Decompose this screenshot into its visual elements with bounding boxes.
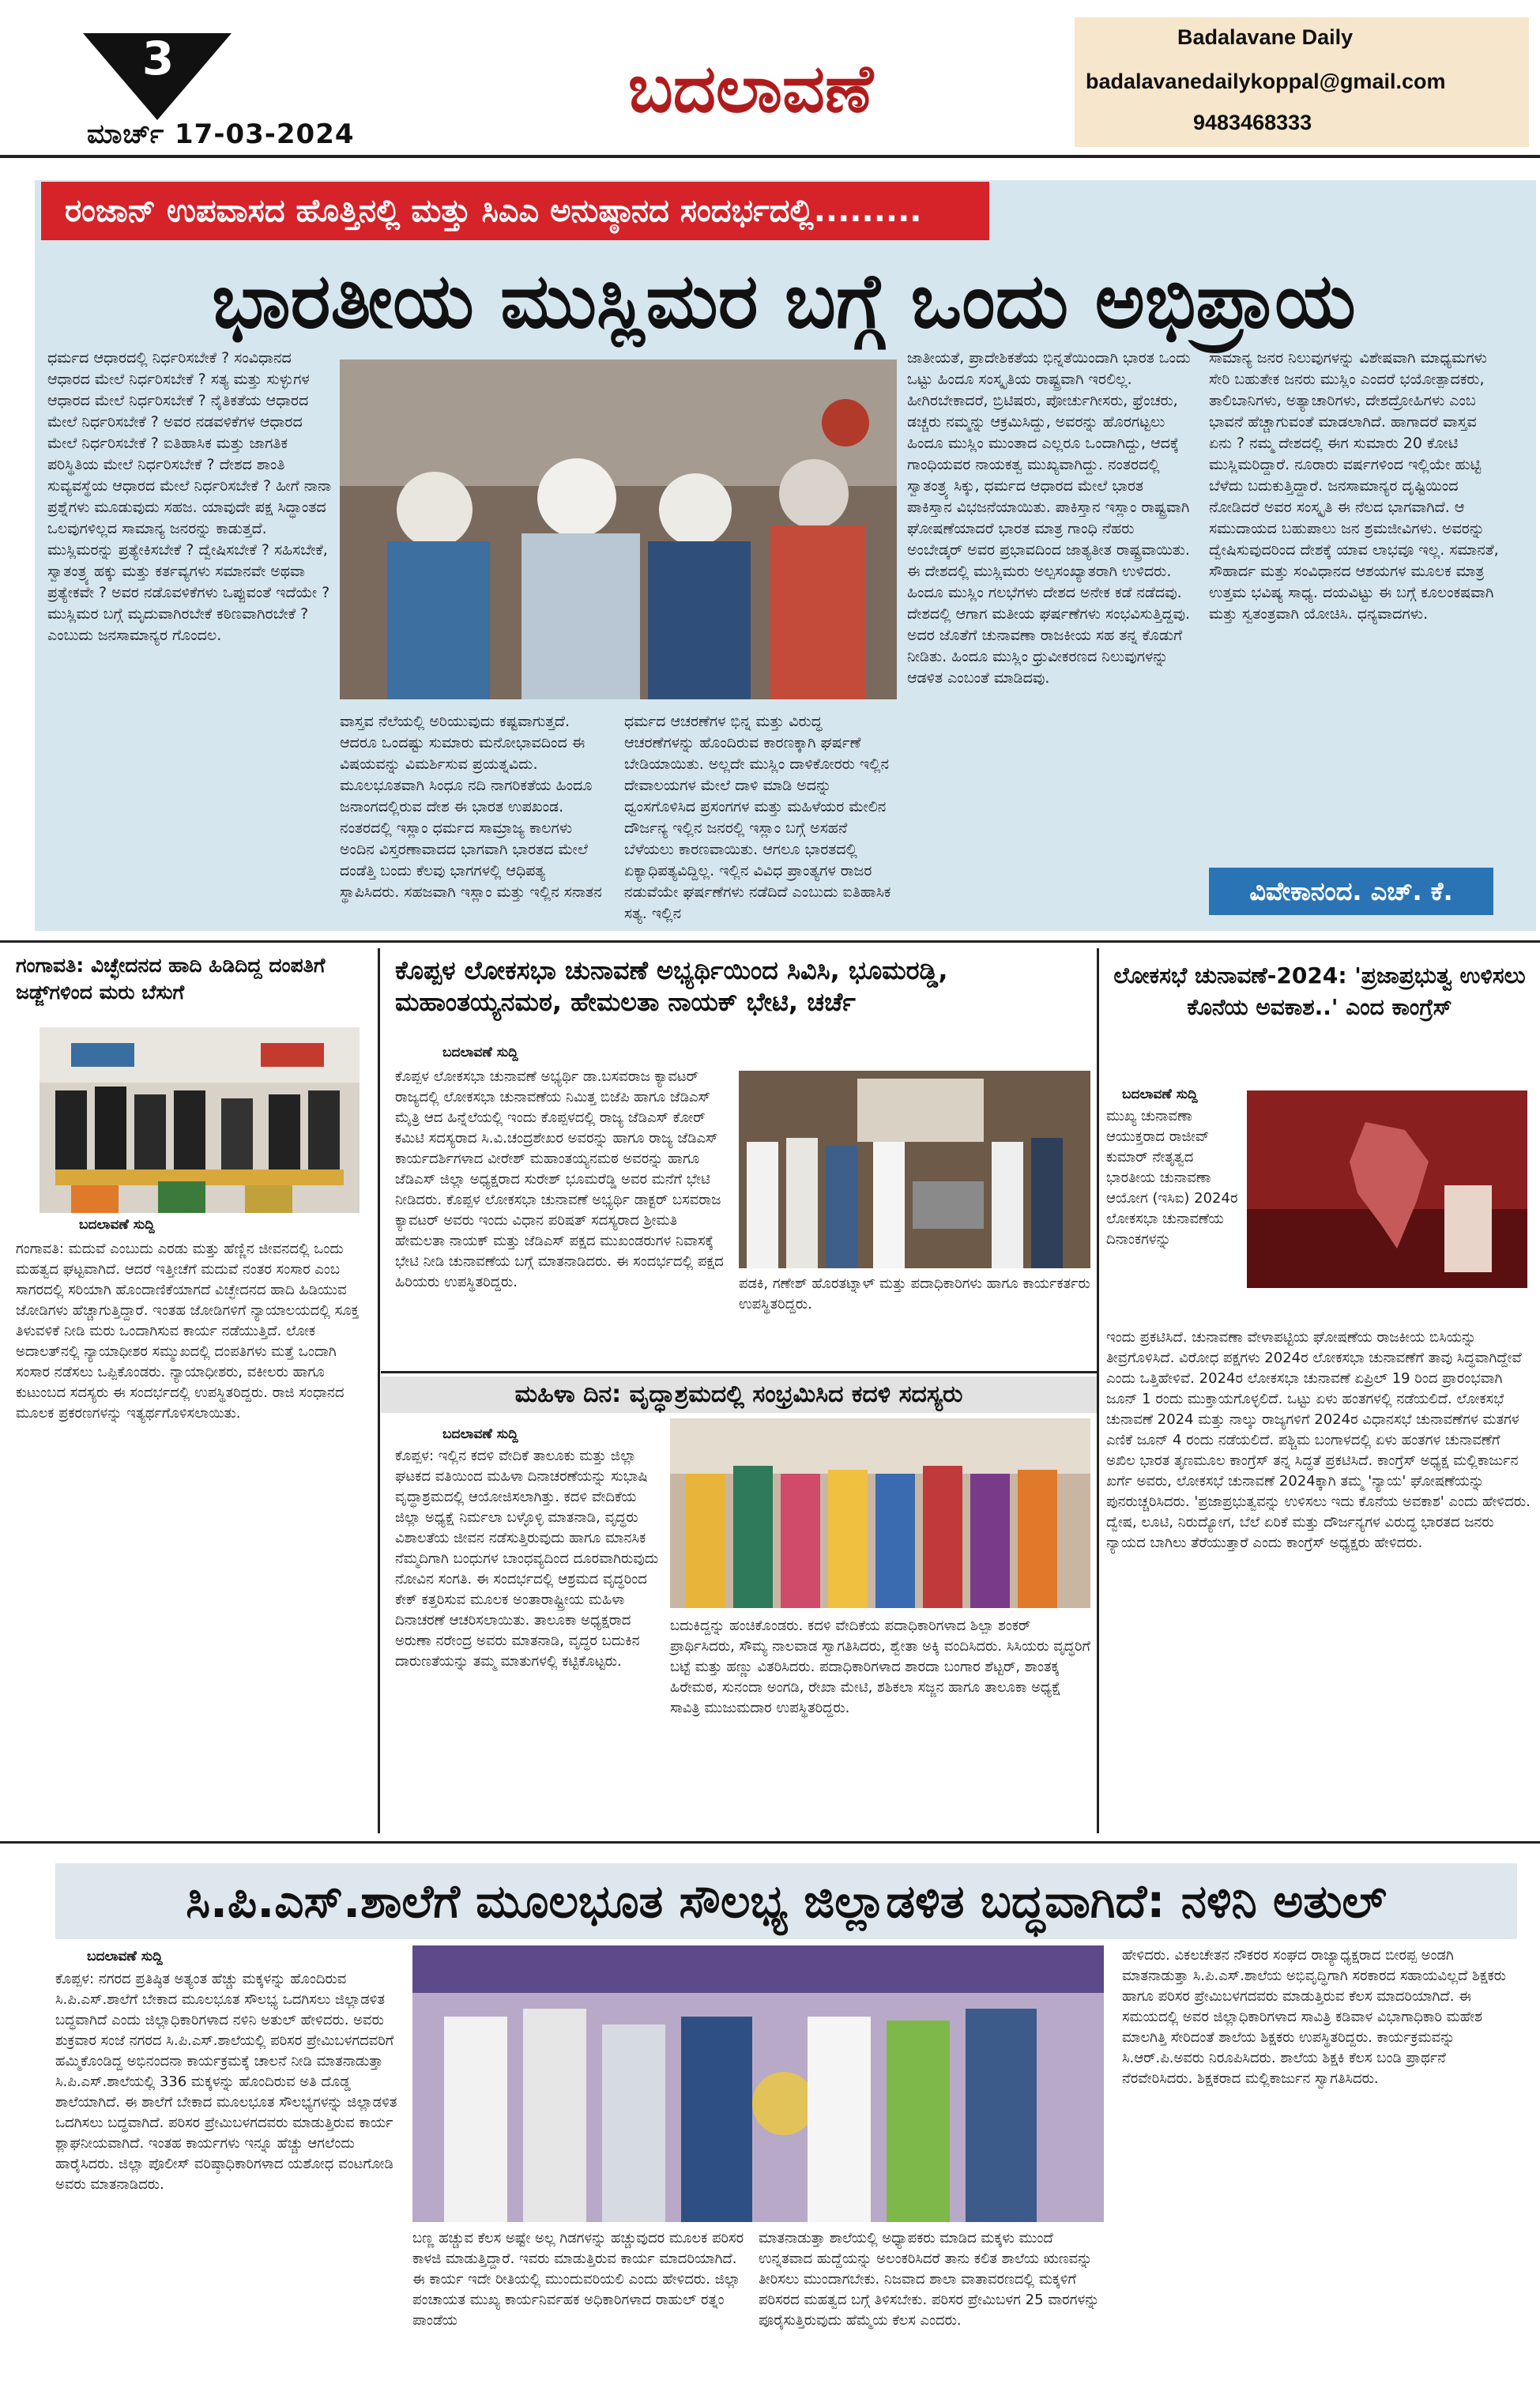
group-photo-illustration <box>670 1418 1090 1608</box>
cps-photo <box>412 1945 1104 2222</box>
lead-col2b-text: ಧರ್ಮದ ಆಚರಣೆಗಳ ಭಿನ್ನ ಮತ್ತು ವಿರುದ್ಧ ಆಚರಣೆಗಳನ್ನು ಹೊಂದಿರುವ ಕಾರಣಕ್ಕಾಗಿ ಘರ್ಷಣೆ ಬೇಡಿಯಾಯಿತು. ಅಲ್ಲದೇ ಮುಸ್ಲಿಂ ದಾಳಿಕೋರರು ಇಲ್ಲಿನ ದೇವಾಲಯಗಳ ಮೇಲೆ ದಾಳಿ ಮಾಡಿ ಅದನ್ನು ಧ್ವಂಸಗೊಳಿಸಿದ ಪ್ರಸಂಗಗಳ ಮತ್ತು ಮಹಿಳೆಯರ ಮೇಲಿನ ದೌರ್ಜನ್ಯ ಇಲ್ಲಿನ ಜನರಲ್ಲಿ ಇಸ್ಲಾಂ ಬಗ್ಗೆ ಅಸಹನೆ ಬೆಳೆಯಲು ಕಾರಣವಾಯಿತು. ಆಗಲೂ ಭಾರತದಲ್ಲಿ ಏಕ್ಯಾಧಿಪತ್ಯವಿದ್ದಿಲ್ಲ. ಇಲ್ಲಿನ ವಿವಿಧ ಪ್ರಾಂತ್ಯಗಳ ರಾಜರ ನಡುವೆಯೇ ಘರ್ಷಣೆಗಳು ನಡೆದಿದೆ ಎಂಬುದು ಐತಿಹಾಸಿಕ ಸತ್ಯ. ಇಲ್ಲಿನ <box>624 713 891 922</box>
contact-email[interactable]: badalavanedailykoppal@gmail.com <box>1086 70 1446 93</box>
lead-column-4 <box>1209 348 1501 853</box>
koppal-byline: ಬದಲಾವಣೆ ಸುದ್ದಿ <box>442 1045 518 1060</box>
prayer-photo-illustration <box>340 360 897 699</box>
column-divider-left <box>378 948 380 1833</box>
cps-column-4 <box>1122 1945 1517 2396</box>
election-body-2 <box>1106 1328 1533 1833</box>
womensday-byline: ಬದಲಾವಣೆ ಸುದ್ದಿ <box>442 1426 518 1442</box>
felicitation-photo-illustration <box>412 1945 1104 2222</box>
section-divider-bottom <box>0 1841 1540 1844</box>
meeting-photo-illustration <box>739 1071 1090 1268</box>
court-photo-illustration <box>40 1027 360 1213</box>
contact-phone[interactable]: 9483468333 <box>1193 111 1312 134</box>
womensday-body1-text: ಕೊಪ್ಪಳ: ಇಲ್ಲಿನ ಕದಳಿ ವೇದಿಕೆ ತಾಲೂಕು ಮತ್ತು ಜಿಲ್ಲಾ ಘಟಕದ ವತಿಯಿಂದ ಮಹಿಳಾ ದಿನಾಚರಣೆಯನ್ನು ಸುಭಾಷಿ ವೃದ್ಧಾಶ್ರಮದಲ್ಲಿ ಆಯೋಜಿಸಲಾಗಿತ್ತು. ಕದಳಿ ವೇದಿಕೆಯ ಜಿಲ್ಲಾ ಅಧ್ಯಕ್ಷೆ ನಿರ್ಮಲಾ ಬಳ್ಳೊಳ್ಳಿ ಮಾತನಾಡಿ, ವೃದ್ಧರು ವಿಶಾಲತೆಯ ಜೀವನ ನಡೆಸುತ್ತಿರುವುದು ಹಾಗೂ ಮಾನಸಿಕ ನೆಮ್ಮದಿಗಾಗಿ ಬಂಧುಗಳ ಬಾಂಧವ್ಯದಿಂದ ದೂರವಾಗಿರುವುದು ನೋವಿನ ಸಂಗತಿ. ಈ ಸಂದರ್ಭದಲ್ಲಿ ಆಶ್ರಮದ ವೃದ್ಧರಿಂದ ಕೇಕ್ ಕತ್ತರಿಸುವ ಮೂಲಕ ಅಂತಾರಾಷ್ಟ್ರೀಯ ಮಹಿಳಾ ದಿನಾಚರಣೆ ಆಚರಿಸಲಾಯಿತು. ತಾಲೂಕಾ ಅಧ್ಯಕ್ಷರಾದ ಅರುಣಾ ನರೇಂದ್ರ ಅವರು ಮಾತನಾಡಿ, ವೃದ್ಧರ ಬದುಕಿನ ದಾರುಣತೆಯನ್ನು ತಮ್ಮ ಮಾತುಗಳಲ್ಲಿ ಕಟ್ಟಿಕೊಟ್ಟರು. <box>395 1448 659 1670</box>
india-map-illustration <box>1247 1090 1527 1288</box>
koppal-photo <box>739 1071 1090 1268</box>
election-body-1 <box>1106 1106 1241 1324</box>
cps-column-3 <box>759 2228 1102 2398</box>
cps-col4-text: ಹೇಳಿದರು. ವಿಕಲಚೇತನ ನೌಕರರ ಸಂಘದ ರಾಜ್ಯಾಧ್ಯಕ್ಷರಾದ ಬೀರಪ್ಪ ಅಂಡಗಿ ಮಾತನಾಡುತ್ತಾ ಸಿ.ಪಿ.ಎಸ್.ಶಾಲೆಯ ಅಭಿವೃದ್ಧಿಗಾಗಿ ಸರಕಾರದ ಸಹಾಯವಿಲ್ಲದೆ ಶಿಕ್ಷಕರು ಹಾಗೂ ಪರಿಸರ ಪ್ರೇಮಿಬಳಗದವರು ಮಾಡುತ್ತಿರುವ ಕೆಲಸ ಮಾದರಿಯಾಗಿದೆ. ಈ ಸಮಯದಲ್ಲಿ ಅವರ ಜಿಲ್ಲಾಧಿಕಾರಿಗಳಾದ ಸಾವಿತ್ರಿ ಕಡಿವಾಳ ವಿಭಾಗಾಧಿಕಾರಿ ಮಹೇಶ ಮಾಲಗಿತ್ತಿ ಸೇರಿದಂತೆ ಶಾಲೆಯ ಶಿಕ್ಷಕರು ಉಪಸ್ಥಿತರಿದ್ದರು. ಕಾರ್ಯಕ್ರಮವನ್ನು ಸಿ.ಆರ್.ಪಿ.ಅವರು ನಿರೂಪಿಸಿದರು. ಶಾಲೆಯ ಶಿಕ್ಷಕಿ ಕೆಲಸ ಬಂಡಿ ಪ್ರಾರ್ಥನೆ ನೆರವೇರಿಸಿದರು. ಶಿಕ್ಷಕರಾದ ಮಲ್ಲಿಕಾರ್ಜುನ ಸ್ವಾಗತಿಸಿದರು. <box>1122 1947 1506 2087</box>
lead-kicker: ರಂಜಾನ್ ಉಪವಾಸದ ಹೊತ್ತಿನಲ್ಲಿ ಮತ್ತು ಸಿಎಎ ಅನುಷ್ಠಾನದ ಸಂದರ್ಭದಲ್ಲಿ......... <box>41 182 989 240</box>
gangavati-body <box>16 1239 371 1832</box>
womensday-photo <box>670 1418 1090 1608</box>
gangavati-photo <box>40 1027 360 1213</box>
cps-column-1 <box>55 1969 403 2396</box>
womensday-headline: ಮಹಿಳಾ ದಿನ: ವೃದ್ಧಾಶ್ರಮದಲ್ಲಿ ಸಂಭ್ರಮಿಸಿದ ಕದಳಿ ಸದಸ್ಯರು <box>381 1377 1097 1413</box>
lead-column-2a <box>340 711 608 909</box>
election-body1-text: ಮುಖ್ಯ ಚುನಾವಣಾ ಆಯುಕ್ತರಾದ ರಾಜೀವ್ ಕುಮಾರ್ ನೇತೃತ್ವದ ಭಾರತೀಯ ಚುನಾವಣಾ ಆಯೋಗ (ಇಸಿಐ) 2024ರ ಲೋಕಸಭಾ ಚುನಾವಣೆಯ ದಿನಾಂಕಗಳನ್ನು <box>1106 1108 1238 1248</box>
womensday-body2-text: ಬದುಕಿದ್ದನ್ನು ಹಂಚಿಕೊಂಡರು. ಕದಳಿ ವೇದಿಕೆಯ ಪದಾಧಿಕಾರಿಗಳಾದ ಶಿಲ್ಪಾ ಶಂಕರ್ ಪ್ರಾರ್ಥಿಸಿದರು, ಸೌಮ್ಯ ನಾಲವಾಡ ಸ್ವಾಗತಿಸಿದರು, ಶ್ವೇತಾ ಅಕ್ಕಿ ವಂದಿಸಿದರು. ಸಿಸಿಯರು ವೃದ್ಧರಿಗೆ ಬಟ್ಟೆ ಮತ್ತು ಹಣ್ಣು ವಿತರಿಸಿದರು. ಪದಾಧಿಕಾರಿಗಳಾದ ಶಾರದಾ ಬಂಗಾರ ಶೆಟ್ಟರ್, ಶಾಂತಕ್ಕ ಹಿರೇಮಠ, ಸುನಂದಾ ಅಂಗಡಿ, ರೇಖಾ ಮೇಟಿ, ಶಶಿಕಲಾ ಸಜ್ಜನ ಹಾಗೂ ತಾಲೂಕಾ ಅಧ್ಯಕ್ಷೆ ಸಾವಿತ್ರಿ ಮುಜುಮದಾರ ಉಪಸ್ಥಿತರಿದ್ದರು. <box>670 1618 1090 1716</box>
lead-column-2b <box>624 711 897 922</box>
election-byline: ಬದಲಾವಣೆ ಸುದ್ದಿ <box>1122 1087 1198 1102</box>
koppal-caption <box>739 1274 1090 1365</box>
cps-col1-text: ಕೊಪ್ಪಳ: ನಗರದ ಪ್ರತಿಷ್ಠಿತ ಅತ್ಯಂತ ಹೆಚ್ಚು ಮಕ್ಕಳನ್ನು ಹೊಂದಿರುವ ಸಿ.ಪಿ.ಎಸ್.ಶಾಲೆಗೆ ಬೇಕಾದ ಮೂಲಭೂತ ಸೌಲಭ್ಯ ಒದಗಿಸಲು ಜಿಲ್ಲಾಡಳಿತ ಬದ್ಧವಾಗಿದೆ ಎಂದು ಜಿಲ್ಲಾಧಿಕಾರಿಗಳಾದ ನಳಿನಿ ಅತುಲ್ ಹೇಳಿದರು. ಅವರು ಶುಕ್ರವಾರ ಸಂಜೆ ನಗರದ ಸಿ.ಪಿ.ಎಸ್.ಶಾಲೆಯಲ್ಲಿ ಪರಿಸರ ಪ್ರೇಮಿಬಳಗದವರಿಗೆ ಹಮ್ಮಿಕೊಂಡಿದ್ದ ಅಭಿನಂದನಾ ಕಾರ್ಯಕ್ರಮಕ್ಕೆ ಚಾಲನೆ ನೀಡಿ ಮಾತನಾಡುತ್ತಾ ಸಿ.ಪಿ.ಎಸ್.ಶಾಲೆಯಲ್ಲಿ 336 ಮಕ್ಕಳನ್ನು ಹೊಂದಿರುವ ಅತಿ ದೊಡ್ಡ ಶಾಲೆಯಾಗಿದೆ. ಈ ಶಾಲೆಗೆ ಬೇಕಾದ ಮೂಲಭೂತ ಸೌಲಭ್ಯಗಳನ್ನು ಜಿಲ್ಲಾಡಳಿತ ಒದಗಿಸಲು ಬದ್ಧವಾಗಿದೆ. ಪರಿಸರ ಪ್ರೇಮಿಬಳಗದವರು ಮಾಡುತ್ತಿರುವ ಕಾರ್ಯ ಶ್ಲಾಘನೀಯವಾಗಿದೆ. ಇಂತಹ ಕಾರ್ಯಗಳು ಇನ್ನೂ ಹೆಚ್ಚು ಆಗಲೆಂದು ಹಾರೈಸಿದರು. ಜಿಲ್ಲಾ ಪೊಲೀಸ್ ವರಿಷ್ಠಾಧಿಕಾರಿಗಳಾದ ಯಶೋಧ ವಂಟಗೋಡಿ ಅವರು ಮಾತನಾಡಿದರು. <box>55 1971 397 2193</box>
section-divider-top <box>0 940 1540 943</box>
lead-column-1 <box>47 348 332 909</box>
cps-headline: ಸಿ.ಪಿ.ಎಸ್.ಶಾಲೆಗೆ ಮೂಲಭೂತ ಸೌಲಭ್ಯ ಜಿಲ್ಲಾಡಳಿತ ಬದ್ಧವಾಗಿದೆ: ನಳಿನಿ ಅತುಲ್ <box>55 1863 1517 1939</box>
womensday-body-1 <box>395 1446 660 1833</box>
womensday-body-2 <box>670 1616 1090 1833</box>
koppal-headline: ಕೊಪ್ಪಳ ಲೋಕಸಭಾ ಚುನಾವಣೆ ಅಭ್ಯರ್ಥಿಯಿಂದ ಸಿವಿಸಿ, ಭೂಮರಡ್ಡಿ, ಮಹಾಂತಯ್ಯನಮಠ, ಹೇಮಲತಾ ನಾಯಕ್ ಭೇಟಿ, ಚರ್ಚೆ <box>395 955 948 1017</box>
election-body2-text: ಇಂದು ಪ್ರಕಟಿಸಿದೆ. ಚುನಾವಣಾ ವೇಳಾಪಟ್ಟಿಯ ಘೋಷಣೆಯ ರಾಜಕೀಯ ಬಿಸಿಯನ್ನು ತೀವ್ರಗೊಳಿಸಿದೆ. ವಿರೋಧ ಪಕ್ಷಗಳು 2024ರ ಲೋಕಸಭಾ ಚುನಾವಣೆಗೆ ತಾವು ಸಿದ್ಧವಾಗಿದ್ದೇವೆ ಎಂದು ಒತ್ತಿಹೇಳಿವೆ. 2024ರ ಲೋಕಸಭಾ ಚುನಾವಣೆ ಏಪ್ರಿಲ್ 19 ರಿಂದ ಪ್ರಾರಂಭವಾಗಿ ಜೂನ್ 1 ರಂದು ಮುಕ್ತಾಯಗೊಳ್ಳಲಿದೆ. ಒಟ್ಟು ಏಳು ಹಂತಗಳಲ್ಲಿ ನಡೆಯಲಿದೆ. ಲೋಕಸಭೆ ಚುನಾವಣೆ 2024 ಮತ್ತು ನಾಲ್ಕು ರಾಜ್ಯಗಳಿಗೆ 2024ರ ವಿಧಾನಸಭೆ ಚುನಾವಣೆಗಳ ಮತಗಳ ಎಣಿಕೆ ಜೂನ್ 4 ರಂದು ನಡೆಯಲಿದೆ. ಪಶ್ಚಿಮ ಬಂಗಾಳದಲ್ಲಿ ಏಳು ಹಂತಗಳ ಚುನಾವಣೆಗೆ ಅಖಿಲ ಭಾರತ ತೃಣಮೂಲ ಕಾಂಗ್ರೆಸ್ ತನ್ನ ಸಿದ್ಧತೆ ಪ್ರಕಟಿಸಿದೆ. ಕಾಂಗ್ರೆಸ್ ಅಧ್ಯಕ್ಷ ಮಲ್ಲಿಕಾರ್ಜುನ ಖರ್ಗೆ ಅವರು, ಲೋಕಸಭೆ ಚುನಾವಣೆ 2024ಕ್ಕಾಗಿ ತಮ್ಮ 'ನ್ಯಾಯ' ಘೋಷಣೆಯನ್ನು ಪುನರುಚ್ಚರಿಸಿದರು. 'ಪ್ರಜಾಪ್ರಭುತ್ವವನ್ನು ಉಳಿಸಲು ಇದು ಕೊನೆಯ ಅವಕಾಶ' ಎಂದು ಹೇಳಿದರು. ದ್ವೇಷ, ಲೂಟಿ, ನಿರುದ್ಯೋಗ, ಬೆಲೆ ಏರಿಕೆ ಮತ್ತು ದೌರ್ಜನ್ಯಗಳ ವಿರುದ್ಧ ಭಾರತದ ಜನರು ನ್ಯಾಯದ ಬಾಗಿಲು ತೆರೆಯುತ್ತಾರೆ ಎಂದು ಕಾಂಗ್ರೆಸ್ ಅಧ್ಯಕ್ಷರು ಹೇಳಿದರು. <box>1106 1329 1531 1551</box>
koppal-body-text: ಕೊಪ್ಪಳ ಲೋಕಸಭಾ ಚುನಾವಣೆ ಅಭ್ಯರ್ಥಿ ಡಾ.ಬಸವರಾಜ ಕ್ಯಾವಟರ್ ರಾಜ್ಯದಲ್ಲಿ ಲೋಕಸಭಾ ಚುನಾವಣೆಯ ನಿಮಿತ್ತ ಬಿಜೆಪಿ ಹಾಗೂ ಜೆಡಿಎಸ್ ಮೈತ್ರಿ ಆದ ಹಿನ್ನೆಲೆಯಲ್ಲಿ ಇಂದು ಕೊಪ್ಪಳದಲ್ಲಿ ರಾಜ್ಯ ಜೆಡಿಎಸ್ ಕೋರ್ ಕಮಿಟಿ ಸದಸ್ಯರಾದ ಸಿ.ವಿ.ಚಂದ್ರಶೇಖರ ಅವರನ್ನು ಹಾಗೂ ರಾಜ್ಯ ಜೆಡಿಎಸ್ ಕಾರ್ಯದರ್ಶಿಗಳಾದ ವೀರೇಶ್ ಮಹಾಂತಯ್ಯನಮಠ ಅವರನ್ನು ಹಾಗೂ ಜೆಡಿಎಸ್ ಜಿಲ್ಲಾ ಅಧ್ಯಕ್ಷರಾದ ಸುರೇಶ್ ಭೂಮರೆಡ್ಡಿ ಅವರ ಮನೆಗೆ ಭೇಟಿ ನೀಡಿದರು. ಕೊಪ್ಪಳ ಲೋಕಸಭಾ ಚುನಾವಣೆ ಅಭ್ಯರ್ಥಿ ಡಾಕ್ಟರ್ ಬಸವರಾಜ ಕ್ಯಾವಟರ್ ಅವರು ಇಂದು ವಿಧಾನ ಪರಿಷತ್ ಸದಸ್ಯರಾದ ಶ್ರೀಮತಿ ಹೇಮಲತಾ ನಾಯಕ್ ಮತ್ತು ಜೆಡಿಎಸ್ ಪಕ್ಷದ ಮುಖಂಡರುಗಳ ನಿವಾಸಕ್ಕೆ ಭೇಟಿ ನೀಡಿ ಚುನಾವಣೆಯ ಬಗ್ಗೆ ಮಾತನಾಡಿದರು. ಈ ಸಂದರ್ಭದಲ್ಲಿ ಪಕ್ಷದ ಹಿರಿಯರು ಉಪಸ್ಥಿತರಿದ್ದರು. <box>395 1068 724 1290</box>
gangavati-byline: ಬದಲಾವಣೆ ಸುದ್ದಿ <box>79 1217 155 1233</box>
lead-photo-prayer <box>340 360 897 699</box>
lead-column-3 <box>907 348 1192 909</box>
election-photo <box>1247 1090 1527 1288</box>
column-divider-right <box>1097 948 1099 1833</box>
issue-date: ಮಾರ್ಚ್ 17-03-2024 <box>87 119 355 150</box>
lead-headline: ಭಾರತೀಯ ಮುಸ್ಲಿಮರ ಬಗ್ಗೆ ಒಂದು ಅಭಿಪ್ರಾಯ <box>212 257 1356 345</box>
lead-author: ವಿವೇಕಾನಂದ. ಎಚ್. ಕೆ. <box>1209 868 1493 915</box>
lead-col3-text: ಜಾತೀಯತೆ, ಪ್ರಾದೇಶಿಕತೆಯ ಭಿನ್ನತೆಯಿಂದಾಗಿ ಭಾರತ ಒಂದು ಒಟ್ಟು ಹಿಂದೂ ಸಂಸ್ಕೃತಿಯ ರಾಷ್ಟ್ರವಾಗಿ ಇರಲಿಲ್ಲ. ಹೀಗಿರಬೇಕಾದರೆ, ಬ್ರಿಟಿಷರು, ಪೋರ್ಚುಗೀಸರು, ಫ್ರೆಂಚರು, ಡಚ್ಚರು ನಮ್ಮನ್ನು ಆಕ್ರಮಿಸಿದ್ದು, ಅವರನ್ನು ಹೊರಗಟ್ಟಲು ಹಿಂದೂ ಮುಸ್ಲಿಂ ಮುಂತಾದ ಎಲ್ಲರೂ ಒಂದಾಗಿದ್ದು, ಆದಕ್ಕೆ ಗಾಂಧಿಯವರ ನಾಯಕತ್ವ ಮುಖ್ಯವಾಗಿದ್ದು. ನಂತರದಲ್ಲಿ ಸ್ವಾತಂತ್ರ್ಯ ಸಿಕ್ಕು, ಧರ್ಮದ ಆಧಾರದ ಮೇಲೆ ಭಾರತ ಪಾಕಿಸ್ತಾನ ವಿಭಜನೆಯಾಯಿತು. ಪಾಕಿಸ್ತಾನ ಇಸ್ಲಾಂ ರಾಷ್ಟ್ರವಾಗಿ ಘೋಷಣೆಯಾದರೆ ಭಾರತ ಮಾತ್ರ ಗಾಂಧಿ ನೆಹರು ಅಂಬೇಡ್ಕರ್ ಅವರ ಪ್ರಭಾವದಿಂದ ಜಾತ್ಯತೀತ ರಾಷ್ಟ್ರವಾಯಿತು. ಈ ದೇಶದಲ್ಲಿ ಮುಸ್ಲಿಮರು ಅಲ್ಪಸಂಖ್ಯಾತರಾಗಿ ಉಳಿದರು. ಹಿಂದೂ ಮುಸ್ಲಿಂ ಗಲಭೆಗಳು ದೇಶದ ಅನೇಕ ಕಡೆ ನಡೆದವು. ದೇಶದಲ್ಲಿ ಆಗಾಗ ಮತೀಯ ಘರ್ಷಣೆಗಳು ಸಂಭವಿಸುತ್ತಿದ್ದವು. ಅದರ ಜೊತೆಗೆ ಚುನಾವಣಾ ರಾಜಕೀಯ ಸಹ ತನ್ನ ಕೊಡುಗೆ ನೀಡಿತು. ಹಿಂದೂ ಮುಸ್ಲಿಂ ಧ್ರುವೀಕರಣದ ನಿಲುವುಗಳನ್ನು ಆಡಳಿತ ಎಂಬಂತೆ ಮಾಡಿದವು. <box>907 349 1191 687</box>
koppal-caption-text: ಪಡಕಿ, ಗಣೇಶ್ ಹೊರತಟ್ನಾಳ್ ಮತ್ತು ಪದಾಧಿಕಾರಿಗಳು ಹಾಗೂ ಕಾರ್ಯಕರ್ತರು ಉಪಸ್ಥಿತರಿದ್ದರು. <box>739 1275 1090 1313</box>
paper-name: Badalavane Daily <box>1177 25 1354 49</box>
contact-box <box>1075 17 1529 147</box>
gangavati-headline: ಗಂಗಾವತಿ: ವಿಚ್ಛೇದನದ ಹಾದಿ ಹಿಡಿದಿದ್ದ ದಂಪತಿಗೆ ಜಡ್ಜ್‌ಗಳಿಂದ ಮರು ಬೆಸುಗೆ <box>16 954 326 1004</box>
cps-caption <box>412 2228 744 2398</box>
page-number: 3 <box>141 32 175 85</box>
gangavati-body-text: ಗಂಗಾವತಿ: ಮದುವೆ ಎಂಬುದು ಎರಡು ಮತ್ತು ಹೆಣ್ಣಿನ ಜೀವನದಲ್ಲಿ ಒಂದು ಮಹತ್ವದ ಘಟ್ಟವಾಗಿದೆ. ಆದರೆ ಇತ್ತೀಚೆಗೆ ಮದುವೆ ನಂತರ ಸಂಸಾರ ಎಂಬ ಸಾಗರದಲ್ಲಿ ಸರಿಯಾಗಿ ಹೊಂದಾಣಿಕೆಯಾಗದೆ ವಿಚ್ಛೇದನದ ಹಾದಿ ಹಿಡಿಯುವ ಜೋಡಿಗಳು ಹೆಚ್ಚಾಗುತ್ತಿದ್ದಾರೆ. ಇಂತಹ ಜೋಡಿಗಳಿಗೆ ನ್ಯಾಯಾಲಯದಲ್ಲಿ ಸೂಕ್ತ ತಿಳುವಳಿಕೆ ನೀಡಿ ಮರು ಒಂದಾಗಿಸುವ ಕಾರ್ಯ ನಡೆಯುತ್ತಿದೆ. ಲೋಕ ಅದಾಲತ್‌ನಲ್ಲಿ ನ್ಯಾಯಾಧೀಶರ ಸಮ್ಮುಖದಲ್ಲಿ ದಂಪತಿಗಳು ಮತ್ತೆ ಒಂದಾಗಿ ಸಂಸಾರ ನಡೆಸಲು ಒಪ್ಪಿಕೊಂಡರು. ನ್ಯಾಯಾಧೀಶರು, ವಕೀಲರು ಹಾಗೂ ಕುಟುಂಬದ ಸದಸ್ಯರು ಈ ಸಂದರ್ಭದಲ್ಲಿ ಉಪಸ್ಥಿತರಿದ್ದರು. ರಾಜಿ ಸಂಧಾನದ ಮೂಲಕ ಪ್ರಕರಣಗಳನ್ನು ಇತ್ಯರ್ಥಗೊಳಿಸಲಾಯಿತು. <box>16 1241 360 1422</box>
cps-caption-text: ಬಣ್ಣ ಹಚ್ಚುವ ಕೆಲಸ ಅಷ್ಟೇ ಅಲ್ಲ ಗಿಡಗಳನ್ನು ಹಚ್ಚುವುದರ ಮೂಲಕ ಪರಿಸರ ಕಾಳಜಿ ಮಾಡುತ್ತಿದ್ದಾರೆ. ಇವರು ಮಾಡುತ್ತಿರುವ ಕಾರ್ಯ ಮಾದರಿಯಾಗಿದೆ. ಈ ಕಾರ್ಯ ಇದೇ ರೀತಿಯಲ್ಲಿ ಮುಂದುವರಿಯಲಿ ಎಂದು ಹೇಳಿದರು. ಜಿಲ್ಲಾ ಪಂಚಾಯತ ಮುಖ್ಯ ಕಾರ್ಯನಿರ್ವಹಕ ಅಧಿಕಾರಿಗಳಾದ ರಾಹುಲ್ ರತ್ನಂ ಪಾಂಡೆಯ <box>412 2230 744 2329</box>
lead-col1-text: ಧರ್ಮದ ಆಧಾರದಲ್ಲಿ ನಿರ್ಧರಿಸಬೇಕೆ ? ಸಂವಿಧಾನದ ಆಧಾರದ ಮೇಲೆ ನಿರ್ಧರಿಸಬೇಕೆ ? ಸತ್ಯ ಮತ್ತು ಸುಳ್ಳುಗಳ ಆಧಾರದ ಮೇಲೆ ನಿರ್ಧರಿಸಬೇಕೆ ? ನೈತಿಕತೆಯ ಆಧಾರದ ಮೇಲೆ ನಿರ್ಧರಿಸಬೇಕೆ ? ಅವರ ನಡವಳಿಕೆಗಳ ಆಧಾರದ ಮೇಲೆ ನಿರ್ಧರಿಸಬೇಕೆ ? ಐತಿಹಾಸಿಕ ಮತ್ತು ಜಾಗತಿಕ ಪರಿಸ್ಥಿತಿಯ ಮೇಲೆ ನಿರ್ಧರಿಸಬೇಕೆ ? ದೇಶದ ಶಾಂತಿ ಸುವ್ಯವಸ್ಥೆಯ ಆಧಾರದ ಮೇಲೆ ನಿರ್ಧರಿಸಬೇಕೆ ? ಹೀಗೆ ನಾನಾ ಪ್ರಶ್ನೆಗಳು ಮೂಡುವುದು ಸಹಜ. ಯಾವುದೇ ಪಕ್ಷ ಸಿದ್ಧಾಂತದ ಒಲವುಗಳಿಲ್ಲದ ಸಾಮಾನ್ಯ ಜನರನ್ನು ಕಾಡುತ್ತದೆ. ಮುಸ್ಲಿಮರನ್ನು ಪ್ರತ್ಯೇಕಿಸಬೇಕೆ ? ದ್ವೇಷಿಸಬೇಕೆ ? ಸಹಿಸಬೇಕೆ, ಸ್ವಾತಂತ್ರ್ಯ ಹಕ್ಕು ಮತ್ತು ಕರ್ತವ್ಯಗಳು ಸಮಾನವೇ ಅಥವಾ ಪ್ರತ್ಯೇಕವೇ ? ಅವರ ನಡೊವಳಿಕೆಗಳು ಒಪ್ಪುವಂತೆ ಇದೆಯೇ ? ಮುಸ್ಲಿಮರ ಬಗ್ಗೆ ಮೃದುವಾಗಿರಬೇಕೆ ಕಠಿಣವಾಗಿರಬೇಕೆ ? ಎಂಬುದು ಜನಸಾಮಾನ್ಯರ ಗೊಂದಲ. <box>47 349 332 644</box>
cps-byline: ಬದಲಾವಣೆ ಸುದ್ದಿ <box>87 1949 163 1964</box>
masthead-logo: ಬದಲಾವಣೆ <box>627 49 874 127</box>
lead-col4-text: ಸಾಮಾನ್ಯ ಜನರ ನಿಲುವುಗಳನ್ನು ವಿಶೇಷವಾಗಿ ಮಾಧ್ಯಮಗಳು ಸೇರಿ ಬಹುತೇಕ ಜನರು ಮುಸ್ಲಿಂ ಎಂದರೆ ಭಯೋತ್ಪಾದಕರು, ತಾಲಿಬಾನಿಗಳು, ಅತ್ಯಾಚಾರಿಗಳು, ದೇಶದ್ರೋಹಿಗಳು ಎಂಬ ಭಾವನೆ ಹೆಚ್ಚಾಗುವಂತೆ ಮಾಡಲಾಗಿದೆ. ಹಾಗಾದರೆ ವಾಸ್ತವ ಏನು ? ನಮ್ಮ ದೇಶದಲ್ಲಿ ಈಗ ಸುಮಾರು 20 ಕೋಟಿ ಮುಸ್ಲಿಮರಿದ್ದಾರೆ. ನೂರಾರು ವರ್ಷಗಳಿಂದ ಇಲ್ಲಿಯೇ ಹುಟ್ಟಿ ಬೆಳೆದು ಬದುಕುತ್ತಿದ್ದಾರೆ. ಜನಸಾಮಾನ್ಯರ ದೃಷ್ಟಿಯಿಂದ ನೋಡಿದರೆ ಅವರ ಸಂಸ್ಕೃತಿ ಈ ನೆಲದ ಭಾಗವಾಗಿದೆ. ಆ ಸಮುದಾಯದ ಬಹುಪಾಲು ಜನ ಶ್ರಮಜೀವಿಗಳು. ಅವರನ್ನು ದ್ವೇಷಿಸುವುದರಿಂದ ದೇಶಕ್ಕೆ ಯಾವ ಲಾಭವೂ ಇಲ್ಲ. ಸಮಾನತೆ, ಸೌಹಾರ್ದ ಮತ್ತು ಸಂವಿಧಾನದ ಆಶಯಗಳ ಮೂಲಕ ಮಾತ್ರ ಉತ್ತಮ ಭವಿಷ್ಯ ಸಾಧ್ಯ. ದಯವಿಟ್ಟು ಈ ಬಗ್ಗೆ ಕೂಲಂಕಷವಾಗಿ ಮತ್ತು ಸ್ವತಂತ್ರವಾಗಿ ಯೋಚಿಸಿ. ಧನ್ಯವಾದಗಳು. <box>1209 349 1499 623</box>
election-headline: ಲೋಕಸಭೆ ಚುನಾವಣೆ-2024: 'ಪ್ರಜಾಪ್ರಭುತ್ವ ಉಳಿಸಲು ಕೊನೆಯ ಅವಕಾಶ..' ಎಂದ ಕಾಂಗ್ರೆಸ್ <box>1113 962 1526 1020</box>
lead-col2a-text: ವಾಸ್ತವ ನೆಲೆಯಲ್ಲಿ ಅರಿಯುವುದು ಕಷ್ಟವಾಗುತ್ತದೆ. ಆದರೂ ಒಂದಷ್ಟು ಸುಮಾರು ಮನೋಭಾವದಿಂದ ಈ ವಿಷಯವನ್ನು ವಿಮರ್ಶಿಸುವ ಪ್ರಯತ್ನವಿದು. ಮೂಲಭೂತವಾಗಿ ಸಿಂಧೂ ನದಿ ನಾಗರಿಕತೆಯ ಹಿಂದೂ ಜನಾಂಗದಲ್ಲಿರುವ ದೇಶ ಈ ಭಾರತ ಉಪಖಂಡ. ನಂತರದಲ್ಲಿ ಇಸ್ಲಾಂ ಧರ್ಮದ ಸಾಮ್ರಾಜ್ಯ ಕಾಲಗಳು ಅಂದಿನ ವಿಸ್ತರಣಾವಾದದ ಭಾಗವಾಗಿ ಭಾರತದ ಮೇಲೆ ದಂಡೆತ್ತಿ ಬಂದು ಕೆಲವು ಭಾಗಗಳಲ್ಲಿ ಆಧಿಪತ್ಯ ಸ್ಥಾಪಿಸಿದರು. ಸಹಜವಾಗಿ ಇಸ್ಲಾಂ ಮತ್ತು ಇಲ್ಲಿನ ಸನಾತನ <box>340 713 602 901</box>
cps-col3-text: ಮಾತನಾಡುತ್ತಾ ಶಾಲೆಯಲ್ಲಿ ಅಧ್ಯಾಪಕರು ಮಾಡಿದ ಮಕ್ಕಳು ಮುಂದೆ ಉನ್ನತವಾದ ಹುದ್ದೆಯನ್ನು ಅಲಂಕರಿಸಿದರೆ ತಾನು ಕಲಿತ ಶಾಲೆಯ ಋಣವನ್ನು ತೀರಿಸಲು ಮುಂದಾಗಬೇಕು. ನಿಜವಾದ ಶಾಲಾ ವಾತಾವರಣದಲ್ಲಿ ಮಕ್ಕಳಿಗೆ ಪರಿಸರದ ಮಹತ್ವದ ಬಗ್ಗೆ ತಿಳಿಸಬೇಕು. ಪರಿಸರ ಪ್ರೇಮಿಬಳಗ 25 ವಾರಗಳನ್ನು ಪೂರೈಸುತ್ತಿರುವುದು ಹೆಮ್ಮೆಯ ಕೆಲಸ ಎಂದರು. <box>759 2230 1100 2329</box>
column-divider-middle <box>381 1371 1097 1373</box>
koppal-body <box>395 1067 727 1363</box>
